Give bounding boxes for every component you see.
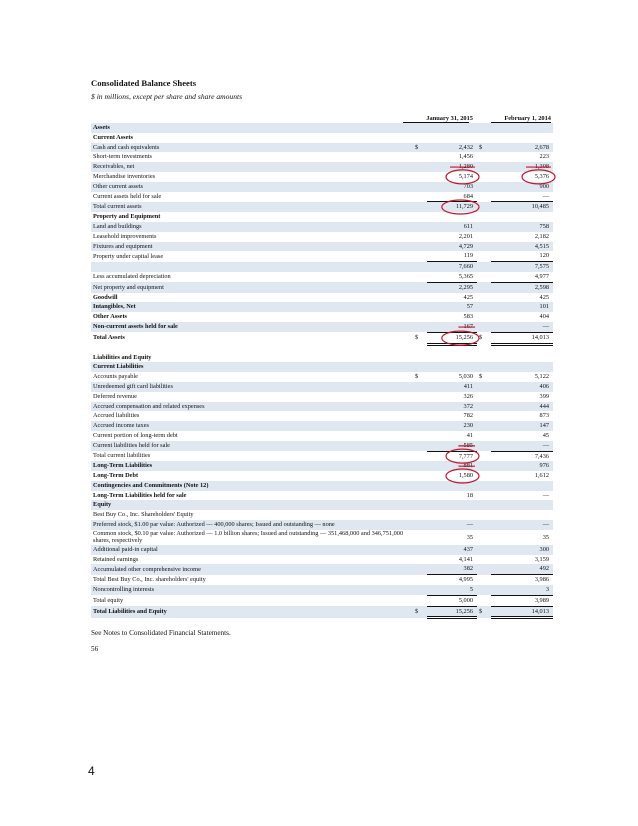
- value-2015: 782: [463, 412, 473, 420]
- row-label: Preferred stock, $1.00 par value: Authorized — 400,000 shares; Issued and outstanding — none: [91, 520, 413, 530]
- value-2014: 3,986: [491, 575, 553, 585]
- row-label: Equity: [91, 500, 413, 510]
- value-2015: 4,729: [427, 242, 477, 252]
- value-2015: 5,174: [458, 172, 473, 180]
- value-2015: 5,000: [427, 595, 477, 606]
- value-2014: 425: [539, 293, 549, 301]
- row-label: Current assets held for sale: [93, 192, 162, 200]
- row-label: Current portion of long-term debt: [93, 431, 178, 439]
- value-2015: 684: [463, 192, 473, 200]
- row-label: Leasehold improvements: [93, 232, 157, 240]
- value-2015: 326: [463, 392, 473, 400]
- value-2014: 900: [491, 182, 553, 192]
- value-2014: —: [491, 322, 553, 332]
- currency-symbol: $: [415, 373, 419, 381]
- row-label: Accrued income taxes: [91, 421, 413, 431]
- value-2015: 15,256: [427, 606, 477, 618]
- row-label: Net property and equipment: [91, 282, 413, 292]
- value-2015: 2,432: [427, 143, 477, 153]
- value-2014: 3,989: [491, 595, 553, 606]
- value-2014: 444: [491, 402, 553, 412]
- row-label: Long-Term Debt: [93, 472, 139, 480]
- value-2014: 147: [491, 421, 553, 431]
- value-2015: 15,256: [427, 332, 477, 344]
- value-2014: —: [491, 520, 553, 530]
- value-2014: 758: [491, 222, 553, 232]
- value-2014: 7,575: [491, 262, 553, 272]
- column-header-2014: February 1, 2014: [504, 115, 551, 122]
- slide-number: 4: [88, 764, 95, 778]
- value-2015: 119: [463, 252, 473, 260]
- currency-symbol: $: [413, 606, 427, 618]
- value-2015: 1,580: [458, 472, 473, 480]
- annotation-circle: [442, 200, 479, 214]
- row-label: Goodwill: [93, 293, 118, 301]
- row-label: Total Best Buy Co., Inc. shareholders' equity: [93, 576, 206, 584]
- row-label: Unredeemed gift card liabilities: [91, 382, 413, 392]
- page-number: 56: [91, 645, 99, 654]
- value-2015: 5: [427, 585, 477, 595]
- value-2015: 425: [463, 293, 473, 301]
- currency-symbol: $: [413, 143, 427, 153]
- currency-symbol: $: [477, 143, 491, 153]
- row-label: Additional paid-in capital: [91, 545, 413, 555]
- value-2014: 2,598: [491, 282, 553, 292]
- value-2014: 4,977: [534, 272, 549, 280]
- value-2014: 14,013: [491, 332, 553, 344]
- value-2015: 881: [427, 461, 477, 471]
- value-2014: 492: [491, 564, 553, 574]
- row-label: Total current liabilities: [93, 452, 151, 460]
- value-2015: 1,280: [427, 162, 477, 172]
- value-2014: 873: [539, 412, 549, 420]
- value-2014: 2,678: [491, 143, 553, 153]
- currency-symbol: $: [415, 334, 419, 342]
- value-2014: 1,308: [491, 162, 553, 172]
- value-2015: 35: [466, 533, 473, 541]
- document-subtitle: $ in millions, except per share and share amounts: [91, 92, 243, 101]
- value-2015: 1,456: [458, 153, 473, 161]
- row-label: Accrued compensation and related expenses: [91, 402, 413, 412]
- value-2015: 4,141: [458, 555, 473, 563]
- row-label: Accrued liabilities: [93, 412, 140, 420]
- row-label: Total Assets: [93, 334, 125, 342]
- value-2014: 399: [539, 392, 549, 400]
- value-2015: 4,995: [427, 575, 477, 585]
- row-label: Receivables, net: [91, 162, 413, 172]
- row-label: Total Liabilities and Equity: [91, 606, 413, 618]
- row-label: Land and buildings: [91, 222, 413, 232]
- value-2014: 1,612: [534, 472, 549, 480]
- value-2014: 35: [542, 533, 549, 541]
- value-2015: 5,030: [458, 373, 473, 381]
- value-2014: 4,515: [491, 242, 553, 252]
- value-2014: 2,182: [534, 232, 549, 240]
- value-2014: —: [491, 441, 553, 451]
- value-2015: 5,365: [458, 272, 473, 280]
- value-2015: 382: [427, 564, 477, 574]
- value-2014: —: [542, 192, 549, 200]
- row-label: Liabilities and Equity: [93, 353, 152, 361]
- currency-symbol: $: [479, 334, 483, 342]
- notes-reference: See Notes to Consolidated Financial Statements.: [91, 629, 231, 638]
- value-2015: 372: [427, 402, 477, 412]
- row-label: Other Assets: [93, 313, 127, 321]
- row-label: Common stock, $0.10 par value: Authorized — 1.0 billion shares; Issued and outstanding — 351,468,000 and 346,751,000 shares, respectively: [93, 529, 404, 545]
- value-2015: 583: [463, 313, 473, 321]
- value-2015: 2,295: [427, 282, 477, 292]
- row-label: Current Liabilities: [91, 362, 413, 372]
- document-title: Consolidated Balance Sheets: [91, 78, 197, 88]
- row-label: Merchandise inventories: [93, 172, 156, 180]
- row-label: Best Buy Co., Inc. Shareholders' Equity: [93, 511, 194, 519]
- row-label: Cash and cash equivalents: [91, 143, 413, 153]
- row-label: Total current assets: [91, 202, 413, 212]
- currency-symbol: $: [477, 606, 491, 618]
- value-2014: 976: [491, 461, 553, 471]
- row-label: Accounts payable: [93, 373, 138, 381]
- value-2015: 437: [427, 545, 477, 555]
- value-2014: 3,159: [534, 555, 549, 563]
- annotation-circle: [522, 170, 555, 184]
- row-label: Intangibles, Net: [91, 302, 413, 312]
- row-label: Assets: [91, 123, 413, 133]
- value-2015: 585: [427, 441, 477, 451]
- row-label: Accumulated other comprehensive income: [91, 564, 413, 574]
- value-2014: 223: [539, 153, 549, 161]
- row-label: Less accumulated depreciation: [93, 273, 171, 281]
- value-2014: —: [542, 491, 549, 499]
- annotation-circle: [446, 170, 479, 184]
- value-2014: 45: [542, 431, 549, 439]
- row-label: Total equity: [93, 596, 124, 604]
- column-header-2015: January 31, 2015: [426, 115, 473, 122]
- value-2014: 7,436: [491, 451, 553, 461]
- value-2014: 3: [491, 585, 553, 595]
- value-2015: 703: [427, 182, 477, 192]
- row-label: Non-current assets held for sale: [91, 322, 413, 332]
- value-2014: 10,485: [491, 202, 553, 212]
- annotation-circle: [446, 449, 479, 463]
- row-label: Deferred revenue: [93, 392, 137, 400]
- row-label: Retained earnings: [93, 555, 139, 563]
- value-2015: 7,660: [427, 262, 477, 272]
- value-2014: 406: [491, 382, 553, 392]
- value-2015: 2,201: [458, 232, 473, 240]
- row-label: Other current assets: [91, 182, 413, 192]
- value-2014: 5,376: [534, 172, 549, 180]
- row-label: Current Assets: [93, 133, 133, 141]
- value-2014: 101: [491, 302, 553, 312]
- value-2014: 14,013: [491, 606, 553, 618]
- value-2014: 404: [539, 313, 549, 321]
- row-label: Long-Term Liabilities: [91, 461, 413, 471]
- row-label: Long-Term Liabilities held for sale: [93, 491, 187, 499]
- annotation-circle: [446, 469, 479, 483]
- value-2015: 11,729: [427, 202, 477, 212]
- row-label: Property and Equipment: [93, 213, 161, 221]
- value-2015: 167: [427, 322, 477, 332]
- row-label: Current liabilities held for sale: [91, 441, 413, 451]
- row-label: Property under capital lease: [93, 252, 164, 260]
- value-2015: 411: [427, 382, 477, 392]
- value-2015: —: [427, 520, 477, 530]
- annotation-circle: [442, 331, 479, 345]
- value-2015: 41: [466, 431, 473, 439]
- row-label: Noncontrolling interests: [91, 585, 413, 595]
- row-label: Fixtures and equipment: [91, 242, 413, 252]
- value-2014: 300: [491, 545, 553, 555]
- value-2015: 230: [427, 421, 477, 431]
- value-2014: 5,122: [534, 373, 549, 381]
- value-2015: 57: [427, 302, 477, 312]
- value-2015: 7,777: [427, 451, 477, 461]
- value-2014: 120: [539, 252, 549, 260]
- row-label: Contingencies and Commitments (Note 12): [91, 481, 413, 491]
- row-label: Short-term investments: [93, 153, 152, 161]
- value-2015: 611: [427, 222, 477, 232]
- value-2015: 18: [466, 491, 473, 499]
- currency-symbol: $: [479, 373, 483, 381]
